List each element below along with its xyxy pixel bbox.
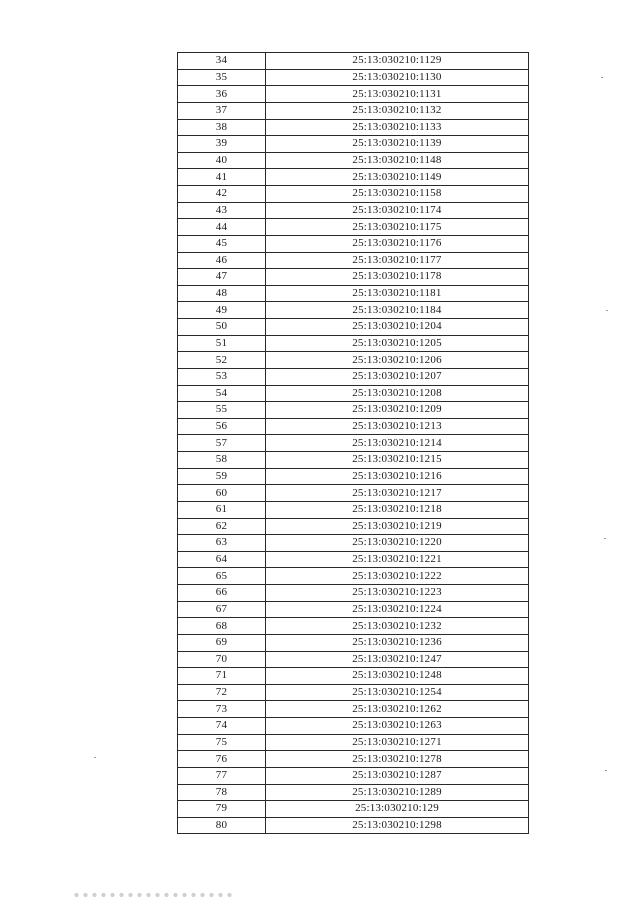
table-row	[178, 53, 529, 70]
table-row	[178, 235, 529, 252]
table-row	[178, 751, 529, 768]
cadastral-number-cell: 25:13:030210:1215	[266, 452, 529, 469]
table-row	[178, 601, 529, 618]
table-row	[178, 335, 529, 352]
table-row	[178, 319, 529, 336]
table-row	[178, 368, 529, 385]
cadastral-number-cell: 25:13:030210:1207	[266, 368, 529, 385]
table-row	[178, 269, 529, 286]
row-number-cell: 54	[178, 385, 266, 402]
cadastral-number-cell: 25:13:030210:1219	[266, 518, 529, 535]
row-number-cell: 75	[178, 734, 266, 751]
cadastral-number-cell: 25:13:030210:1209	[266, 402, 529, 419]
row-number-cell: 58	[178, 452, 266, 469]
row-number-cell: 41	[178, 169, 266, 186]
scan-speck	[94, 757, 96, 758]
cadastral-number-cell: 25:13:030210:1184	[266, 302, 529, 319]
cadastral-number-cell: 25:13:030210:1236	[266, 634, 529, 651]
cadastral-number-cell: 25:13:030210:1298	[266, 817, 529, 834]
table-row	[178, 634, 529, 651]
table-row	[178, 435, 529, 452]
cadastral-number-cell: 25:13:030210:1214	[266, 435, 529, 452]
table-row	[178, 452, 529, 469]
table-row	[178, 817, 529, 834]
table-row	[178, 468, 529, 485]
scan-speck	[604, 538, 606, 539]
cadastral-number-cell: 25:13:030210:1139	[266, 136, 529, 153]
cadastral-number-cell: 25:13:030210:1158	[266, 186, 529, 203]
table-row	[178, 352, 529, 369]
table-row	[178, 485, 529, 502]
cadastral-number-cell: 25:13:030210:1175	[266, 219, 529, 236]
cadastral-number-cell: 25:13:030210:1181	[266, 285, 529, 302]
row-number-cell: 64	[178, 551, 266, 568]
row-number-cell: 68	[178, 618, 266, 635]
row-number-cell: 56	[178, 418, 266, 435]
row-number-cell: 67	[178, 601, 266, 618]
cadastral-number-cell: 25:13:030210:1131	[266, 86, 529, 103]
row-number-cell: 77	[178, 767, 266, 784]
row-number-cell: 37	[178, 102, 266, 119]
cadastral-number-cell: 25:13:030210:1222	[266, 568, 529, 585]
cadastral-number-cell: 25:13:030210:1132	[266, 102, 529, 119]
table-row	[178, 551, 529, 568]
row-number-cell: 42	[178, 186, 266, 203]
row-number-cell: 59	[178, 468, 266, 485]
table-row	[178, 701, 529, 718]
row-number-cell: 69	[178, 634, 266, 651]
cadastral-number-cell: 25:13:030210:1213	[266, 418, 529, 435]
cadastral-number-cell: 25:13:030210:1262	[266, 701, 529, 718]
row-number-cell: 65	[178, 568, 266, 585]
cadastral-number-cell: 25:13:030210:1289	[266, 784, 529, 801]
row-number-cell: 80	[178, 817, 266, 834]
table-row	[178, 402, 529, 419]
row-number-cell: 52	[178, 352, 266, 369]
row-number-cell: 49	[178, 302, 266, 319]
table-row	[178, 152, 529, 169]
cadastral-number-cell: 25:13:030210:1220	[266, 535, 529, 552]
row-number-cell: 53	[178, 368, 266, 385]
table-body	[178, 53, 529, 834]
table-row	[178, 668, 529, 685]
table-row	[178, 302, 529, 319]
row-number-cell: 47	[178, 269, 266, 286]
row-number-cell: 71	[178, 668, 266, 685]
scan-speck	[605, 770, 607, 771]
cadastral-number-cell: 25:13:030210:1248	[266, 668, 529, 685]
cadastral-number-cell: 25:13:030210:1221	[266, 551, 529, 568]
row-number-cell: 51	[178, 335, 266, 352]
table-row	[178, 418, 529, 435]
table-row	[178, 535, 529, 552]
scan-speck	[606, 310, 608, 311]
row-number-cell: 35	[178, 69, 266, 86]
table-row	[178, 69, 529, 86]
table-row	[178, 784, 529, 801]
table-row	[178, 102, 529, 119]
row-number-cell: 73	[178, 701, 266, 718]
table-row	[178, 119, 529, 136]
table-row	[178, 501, 529, 518]
cadastral-number-cell: 25:13:030210:1177	[266, 252, 529, 269]
row-number-cell: 46	[178, 252, 266, 269]
cadastral-number-cell: 25:13:030210:129	[266, 801, 529, 818]
row-number-cell: 61	[178, 501, 266, 518]
table-row	[178, 136, 529, 153]
row-number-cell: 60	[178, 485, 266, 502]
row-number-cell: 43	[178, 202, 266, 219]
table-row	[178, 252, 529, 269]
table-row	[178, 684, 529, 701]
row-number-cell: 45	[178, 235, 266, 252]
row-number-cell: 34	[178, 53, 266, 70]
cadastral-number-cell: 25:13:030210:1232	[266, 618, 529, 635]
table-row	[178, 618, 529, 635]
row-number-cell: 78	[178, 784, 266, 801]
row-number-cell: 39	[178, 136, 266, 153]
table-row	[178, 86, 529, 103]
table-row	[178, 585, 529, 602]
row-number-cell: 74	[178, 718, 266, 735]
table-row	[178, 186, 529, 203]
row-number-cell: 44	[178, 219, 266, 236]
cadastral-number-cell: 25:13:030210:1149	[266, 169, 529, 186]
table-row	[178, 385, 529, 402]
cadastral-number-cell: 25:13:030210:1254	[266, 684, 529, 701]
row-number-cell: 72	[178, 684, 266, 701]
cadastral-number-cell: 25:13:030210:1130	[266, 69, 529, 86]
cadastral-number-cell: 25:13:030210:1206	[266, 352, 529, 369]
cadastral-number-cell: 25:13:030210:1129	[266, 53, 529, 70]
table-row	[178, 518, 529, 535]
row-number-cell: 70	[178, 651, 266, 668]
cadastral-number-cell: 25:13:030210:1247	[266, 651, 529, 668]
cadastral-number-cell: 25:13:030210:1287	[266, 767, 529, 784]
row-number-cell: 40	[178, 152, 266, 169]
row-number-cell: 66	[178, 585, 266, 602]
row-number-cell: 79	[178, 801, 266, 818]
cadastral-number-cell: 25:13:030210:1224	[266, 601, 529, 618]
row-number-cell: 36	[178, 86, 266, 103]
cadastral-number-cell: 25:13:030210:1208	[266, 385, 529, 402]
cadastral-number-cell: 25:13:030210:1278	[266, 751, 529, 768]
row-number-cell: 62	[178, 518, 266, 535]
cadastral-number-cell: 25:13:030210:1223	[266, 585, 529, 602]
row-number-cell: 38	[178, 119, 266, 136]
row-number-cell: 55	[178, 402, 266, 419]
table-row	[178, 651, 529, 668]
cadastral-number-cell: 25:13:030210:1271	[266, 734, 529, 751]
table-row	[178, 734, 529, 751]
cadastral-number-cell: 25:13:030210:1218	[266, 501, 529, 518]
row-number-cell: 57	[178, 435, 266, 452]
cadastral-number-cell: 25:13:030210:1205	[266, 335, 529, 352]
table-row	[178, 169, 529, 186]
table-row	[178, 285, 529, 302]
table-row	[178, 718, 529, 735]
row-number-cell: 48	[178, 285, 266, 302]
cadastral-number-cell: 25:13:030210:1176	[266, 235, 529, 252]
table-row	[178, 801, 529, 818]
cadastral-number-cell: 25:13:030210:1204	[266, 319, 529, 336]
cadastral-number-cell: 25:13:030210:1133	[266, 119, 529, 136]
table-row	[178, 568, 529, 585]
row-number-cell: 50	[178, 319, 266, 336]
scan-footer-noise	[72, 893, 232, 897]
table-row	[178, 767, 529, 784]
cadastral-number-cell: 25:13:030210:1174	[266, 202, 529, 219]
cadastral-number-cell: 25:13:030210:1217	[266, 485, 529, 502]
cadastral-number-cell: 25:13:030210:1148	[266, 152, 529, 169]
cadastral-number-table	[177, 52, 529, 834]
cadastral-number-cell: 25:13:030210:1263	[266, 718, 529, 735]
table-row	[178, 219, 529, 236]
row-number-cell: 63	[178, 535, 266, 552]
cadastral-number-cell: 25:13:030210:1178	[266, 269, 529, 286]
row-number-cell: 76	[178, 751, 266, 768]
cadastral-number-cell: 25:13:030210:1216	[266, 468, 529, 485]
scan-speck	[601, 77, 603, 78]
table-row	[178, 202, 529, 219]
